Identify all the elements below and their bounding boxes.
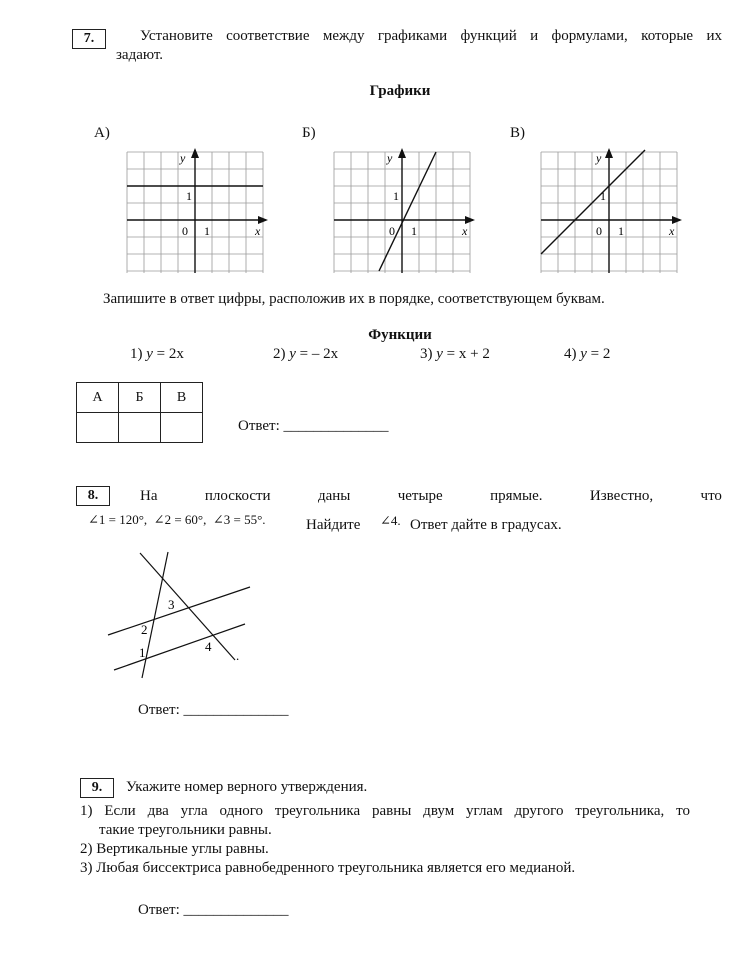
task9-number: 9. [80, 778, 114, 798]
graph-b-y-label: y [387, 151, 393, 165]
task8-figure [100, 550, 260, 682]
function-2-num: 2) [273, 346, 286, 362]
task8-answer[interactable]: Ответ: ______________ [138, 702, 289, 718]
task7-text-line2: задают. [116, 47, 164, 63]
graph-a-y-label: y [180, 151, 186, 165]
graphs-title: Графики [369, 83, 431, 99]
answer-table-header-row [77, 383, 203, 413]
fig-label-4: 4 [205, 639, 212, 654]
graph-b-tick-x1: 1 [411, 224, 417, 238]
function-2-lhs: y [289, 346, 296, 362]
task8-word-6: Известно, [589, 488, 654, 504]
graph-b-tick-y1: 1 [393, 189, 399, 203]
function-4 [564, 346, 610, 363]
task7-instruction: Запишите в ответ цифры, расположив их в порядке, соответствующем буквам. [103, 291, 605, 307]
graph-v [534, 146, 684, 276]
function-4-lhs: y [580, 346, 587, 362]
answer-table-input-row [77, 413, 203, 443]
graph-v-x-label: x [669, 224, 675, 238]
function-1 [130, 346, 184, 363]
task9-prompt: Укажите номер верного утверждения. [126, 779, 368, 795]
fig-label-1: 1 [139, 645, 146, 660]
task8-word-2: плоскости [204, 488, 271, 504]
answer-cell-b[interactable] [119, 413, 161, 443]
graph-b-line [379, 152, 436, 271]
graph-v-tick-x1: 1 [618, 224, 624, 238]
statement-1-line2: такие треугольники равны. [99, 822, 272, 838]
task8-word-3: даны [317, 488, 351, 504]
fig-label-3: 3 [168, 597, 175, 612]
function-1-rhs: = 2x [152, 346, 184, 362]
task8-text-line1 [140, 488, 722, 505]
graph-label-a: А) [94, 125, 110, 141]
fig-dot: . [236, 648, 240, 663]
task9-answer[interactable]: Ответ: ______________ [138, 902, 289, 918]
task8-word-1: На [140, 488, 158, 504]
graph-v-tick-y1: 1 [600, 189, 606, 203]
function-3 [420, 346, 490, 363]
statement-1-line1: 1) Если два угла одного треугольника равны двум углам другого треугольника, то [80, 803, 690, 819]
graph-v-tick-zero: 0 [596, 224, 602, 238]
function-2-rhs: = – 2x [295, 346, 339, 362]
function-3-lhs: y [436, 346, 443, 362]
task8-tail: Ответ дайте в градусах. [410, 517, 562, 533]
graph-a-tick-zero: 0 [182, 224, 188, 238]
answer-header-b: Б [119, 383, 161, 413]
graph-b-tick-zero: 0 [389, 224, 395, 238]
fig-line-steep [142, 552, 168, 678]
task8-word-5: прямые. [490, 488, 543, 504]
task8-angle4: ∠4. [380, 513, 401, 528]
task8-word-4: четыре [397, 488, 443, 504]
task7-answer[interactable]: Ответ: ______________ [238, 418, 389, 434]
graph-b-y-arrow [398, 148, 406, 158]
function-1-num: 1) [130, 346, 143, 362]
function-2 [273, 346, 338, 363]
graph-a-tick-x1: 1 [204, 224, 210, 238]
task8-given: ∠1 = 120°, ∠2 = 60°, ∠3 = 55°. [88, 512, 266, 527]
function-3-rhs: = x + 2 [442, 346, 490, 362]
function-1-lhs: y [146, 346, 153, 362]
task7-number: 7. [72, 29, 106, 49]
answer-header-a: А [77, 383, 119, 413]
graph-b-x-label: x [462, 224, 468, 238]
functions-title: Функции [368, 327, 432, 343]
function-3-num: 3) [420, 346, 433, 362]
fig-label-2: 2 [141, 622, 148, 637]
statement-3: 3) Любая биссектриса равнобедренного треугольника является его медианой. [80, 860, 576, 876]
answer-header-v: В [161, 383, 203, 413]
graph-v-line [541, 150, 645, 254]
graph-a-tick-y1: 1 [186, 189, 192, 203]
answer-cell-v[interactable] [161, 413, 203, 443]
graph-label-v: В) [510, 125, 525, 141]
task7-answer-table [76, 382, 203, 443]
task8-word-7: что [700, 488, 722, 504]
function-4-num: 4) [564, 346, 577, 362]
function-4-rhs: = 2 [586, 346, 611, 362]
graph-v-y-label: y [596, 151, 602, 165]
graph-v-y-arrow [605, 148, 613, 158]
graph-a-x-label: x [255, 224, 261, 238]
graph-label-b: Б) [302, 125, 316, 141]
task8-number: 8. [76, 486, 110, 506]
fig-line-bottom-parallel [114, 624, 245, 670]
graph-a-y-arrow [191, 148, 199, 158]
task7-text-line1: Установите соответствие между графиками функций и формулами, которые их [140, 28, 722, 44]
answer-cell-a[interactable] [77, 413, 119, 443]
graph-a [120, 146, 270, 276]
fig-line-top-parallel [108, 587, 250, 635]
task8-find: Найдите [306, 517, 361, 533]
statement-2: 2) Вертикальные углы равны. [80, 841, 269, 857]
graph-b [327, 146, 477, 276]
